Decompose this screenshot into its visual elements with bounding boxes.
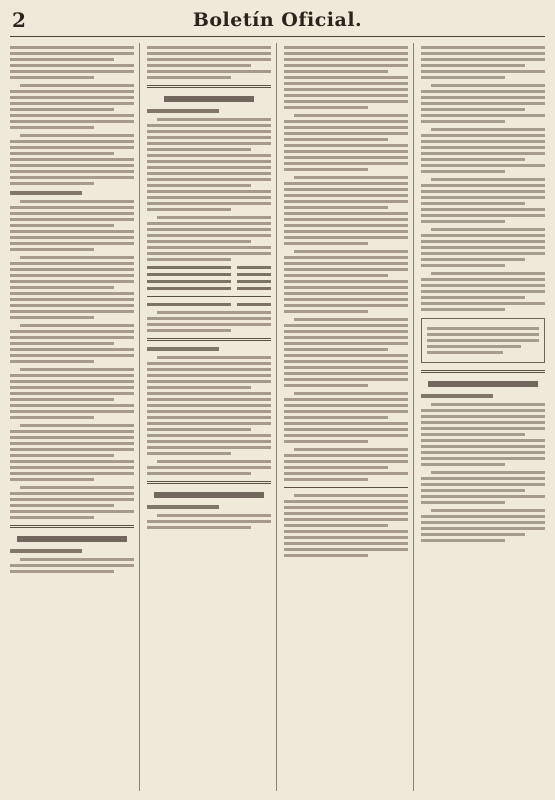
paper-title: Boletín Oficial. (192, 9, 363, 31)
section-divider (147, 481, 271, 484)
section-divider (10, 525, 134, 528)
text-block (421, 509, 545, 542)
section-heading-bar (147, 347, 219, 351)
text-block (421, 403, 545, 466)
text-block (421, 128, 545, 173)
text-block (10, 200, 134, 251)
text-block (147, 460, 271, 475)
text-block (147, 356, 271, 455)
section-divider (421, 370, 545, 373)
text-block (10, 46, 134, 79)
text-block (284, 392, 408, 443)
section-heading-bar (164, 96, 253, 102)
text-block (147, 514, 271, 529)
section-heading-bar (428, 381, 537, 387)
text-block (284, 448, 408, 481)
masthead (10, 6, 545, 37)
text-block (147, 46, 271, 79)
text-block (10, 486, 134, 519)
boxed-notice (421, 318, 545, 363)
text-block (10, 324, 134, 363)
text-block (10, 84, 134, 129)
section-divider (147, 85, 271, 88)
text-block (10, 424, 134, 481)
section-divider (284, 487, 408, 488)
text-block (10, 558, 134, 573)
text-block (421, 272, 545, 311)
text-block (421, 178, 545, 223)
text-block (147, 216, 271, 261)
figure-table (147, 266, 271, 306)
section-heading-bar (421, 394, 493, 398)
column-1 (10, 43, 140, 791)
text-block (10, 134, 134, 185)
section-heading-bar (154, 492, 263, 498)
text-block (284, 494, 408, 557)
text-block (421, 228, 545, 267)
text-block (284, 46, 408, 109)
section-heading-bar (10, 549, 82, 553)
text-block (421, 46, 545, 79)
section-heading-bar (147, 109, 219, 113)
text-columns (10, 37, 545, 791)
section-heading-bar (147, 505, 219, 509)
text-block (284, 176, 408, 245)
column-4 (421, 43, 545, 791)
section-divider (147, 338, 271, 341)
section-heading-bar (10, 191, 82, 195)
text-block (10, 256, 134, 319)
text-block (10, 368, 134, 419)
section-heading-bar (17, 536, 126, 542)
column-2 (147, 43, 277, 791)
text-block (421, 84, 545, 123)
text-block (284, 250, 408, 313)
column-3 (284, 43, 414, 791)
text-block (147, 311, 271, 332)
text-block (284, 318, 408, 387)
text-block (284, 114, 408, 171)
text-block (147, 118, 271, 211)
text-block (421, 471, 545, 504)
page-number: 2 (12, 8, 26, 32)
